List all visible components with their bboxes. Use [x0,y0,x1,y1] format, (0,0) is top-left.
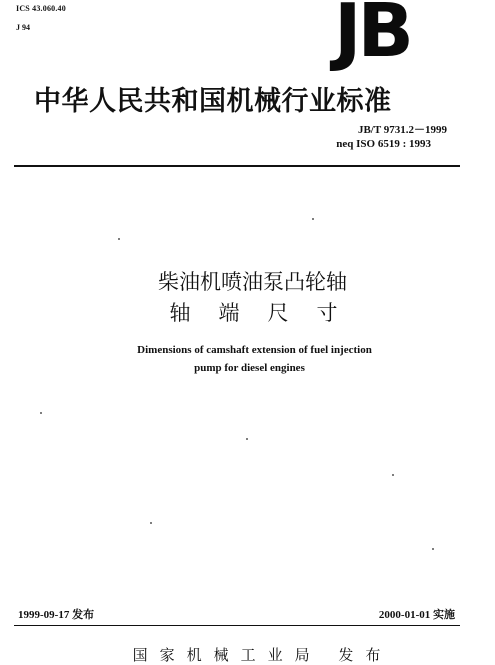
top-divider [14,165,460,167]
chinese-title-line-2: 轴端尺寸 [169,301,366,325]
standard-category-title: 中华人民共和国机械行业标准 [34,86,392,117]
chinese-title-line-1: 柴油机喷油泵凸轮轴 [158,270,347,294]
ics-code: ICS 43.060.40 [16,4,66,13]
implementation-date: 2000-01-01 实施 [378,609,455,621]
standard-number: JB/T 9731.2－1999 [357,124,447,136]
ccs-code: J 94 [16,23,30,32]
english-title-line-2: pump for diesel engines [194,362,305,374]
english-title-line-1: Dimensions of camshaft extension of fuel injection [137,344,372,356]
issue-date: 1999-09-17 发布 [18,609,95,621]
scan-speck [432,548,434,550]
equivalent-standard: neq ISO 6519 : 1993 [336,138,431,150]
jb-logo: JB [334,0,410,74]
scan-speck [246,438,248,440]
scan-speck [150,522,152,524]
scan-speck [392,474,394,476]
bottom-divider [14,625,460,626]
scan-speck [118,238,120,240]
publisher: 国家机械工业局 发布 [132,646,393,664]
scan-speck [312,218,314,220]
scan-speck [40,412,42,414]
